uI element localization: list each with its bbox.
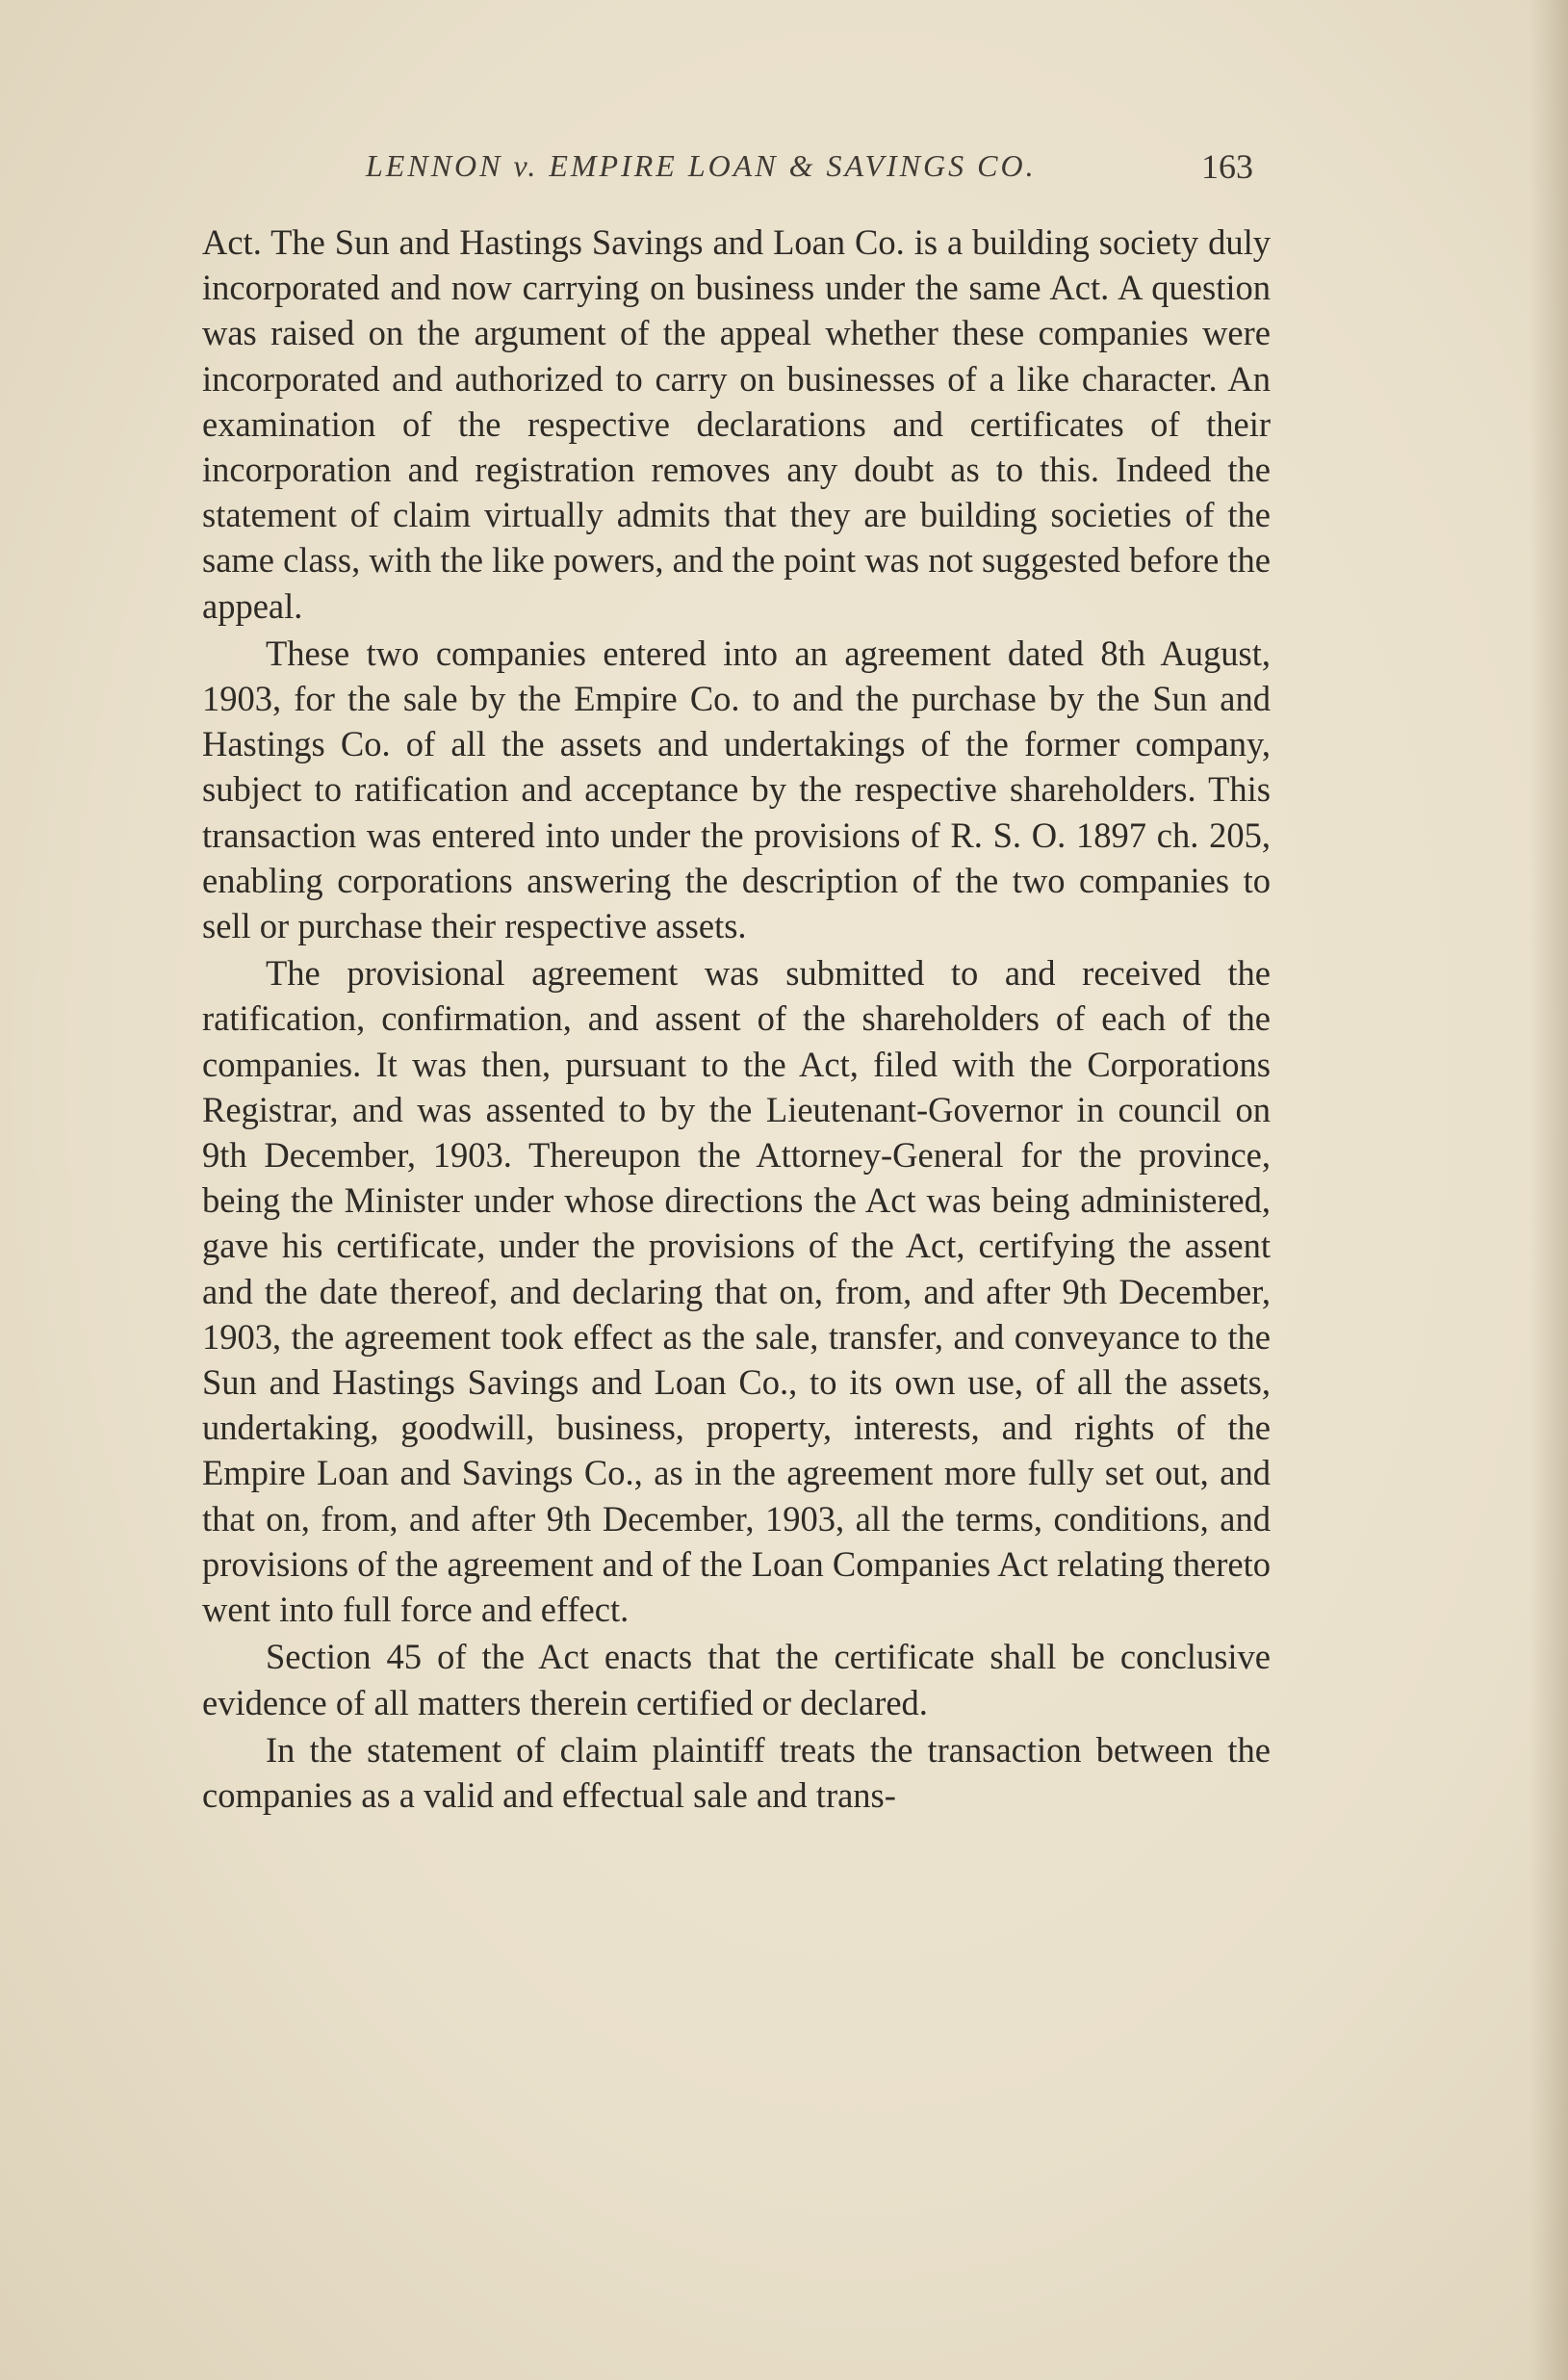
running-head: LENNON v. EMPIRE LOAN & SAVINGS CO. (366, 148, 1037, 183)
paragraph: Section 45 of the Act enacts that the certificate shall be conclusive evidence of all matters therein certified or declared. (202, 1637, 1271, 1722)
paragraph: Act. The Sun and Hastings Savings and Loan Co. is a building society duly incorporated and now carrying on business under the same Act. A question was raised on the argument of the appeal whether these companies were incorporated and authorized to carry on businesses of a like character. An examination of the respective declarations and certificates of their incorporation and registration removes any doubt as to this. Indeed the statement of claim virtually admits that they are building societies of the same class, with the like powers, and the point was not suggested before the appeal. (202, 222, 1271, 626)
paragraph: These two companies entered into an agreement dated 8th August, 1903, for the sale by the Empire Co. to and the purchase by the Sun and Hastings Co. of all the assets and undertakings of the former company, subject to ratification and acceptance by the respective shareholders. This transaction was entered into under the provisions of R. S. O. 1897 ch. 205, enabling corporations answering the description of the two companies to sell or purchase their respective assets. (202, 633, 1271, 946)
paragraph: The provisional agreement was submitted to and received the ratification, confirmation, and assent of the shareholders of each of the companies. It was then, pursuant to the Act, filed with the Corporations Registrar, and was assented to by the Lieutenant-Governor in council on 9th December, 1903. Thereupon the Attorney-General for the province, being the Minister under whose directions the Act was being administered, gave his certificate, under the provisions of the Act, certifying the assent and the date thereof, and declaring that on, from, and after 9th December, 1903, the agreement took effect as the sale, transfer, and conveyance to the Sun and Hastings Savings and Loan Co., to its own use, of all the assets, undertaking, goodwill, business, property, interests, and rights of the Empire Loan and Savings Co., as in the agreement more fully set out, and that on, from, and after 9th December, 1903, all the terms, conditions, and provisions of the agreement and of the Loan Companies Act relating thereto went into full force and effect. (202, 953, 1271, 1630)
page-edge-shadow (1529, 0, 1568, 2380)
page-number: 163 (1201, 147, 1253, 186)
paragraph: In the statement of claim plaintiff treats the transaction between the companies as a valid and effectual sale and trans- (202, 1729, 1271, 1815)
page-header (202, 142, 1271, 200)
body-text (202, 220, 1271, 1818)
